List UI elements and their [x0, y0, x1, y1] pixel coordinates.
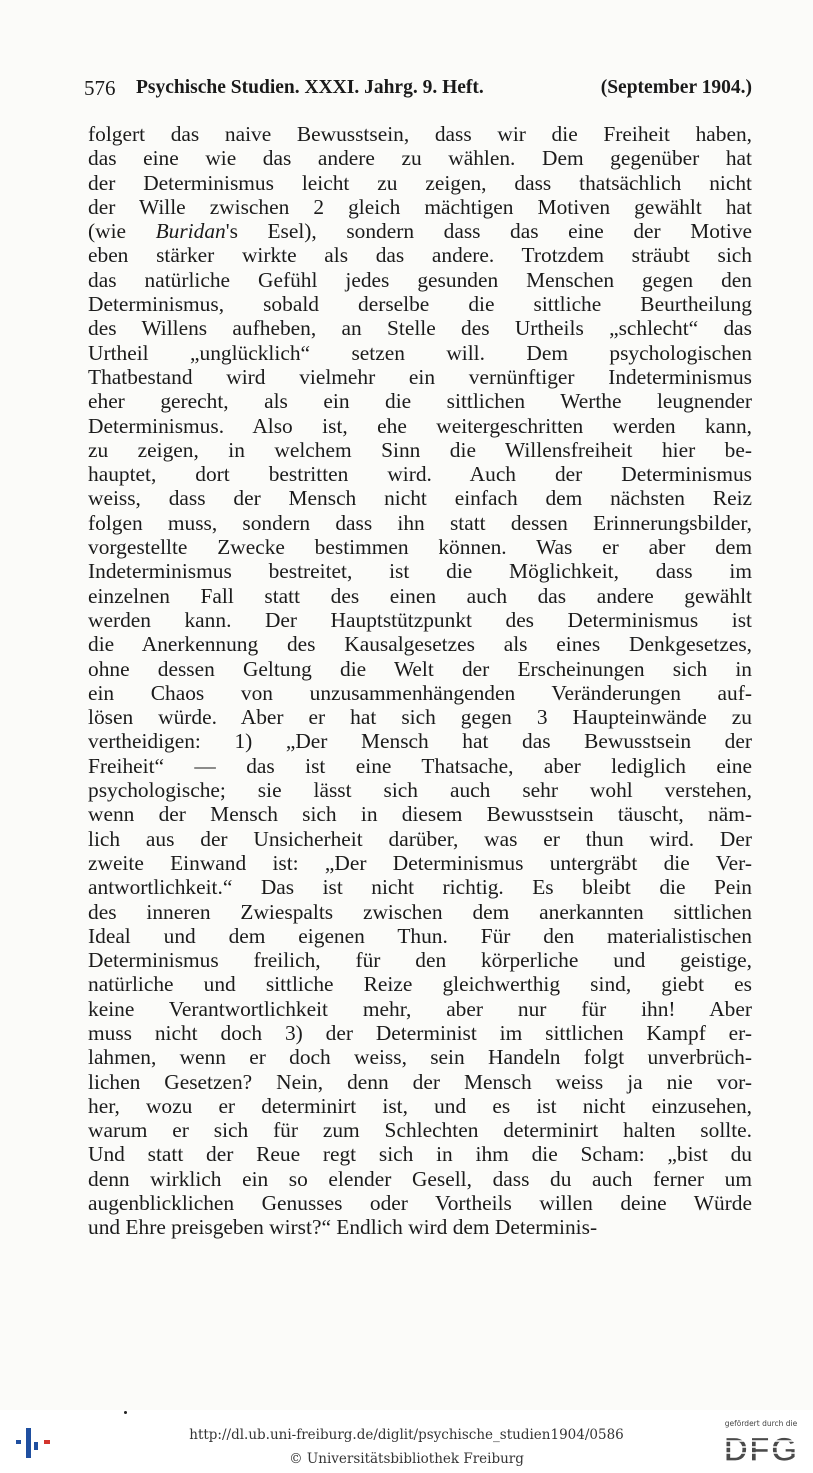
text-line: muss nicht doch 3) der Determinist im sittlichen Kampf er-	[88, 1020, 752, 1045]
text-line: werden kann. Der Hauptstützpunkt des Determinismus ist	[88, 607, 752, 632]
text-line: der Wille zwischen 2 gleich mächtigen Motiven gewählt hat	[88, 194, 752, 219]
text-line: natürliche und sittliche Reize gleichwerthig sind, giebt es	[88, 972, 752, 997]
dfg-logo-text: DFG	[723, 1431, 799, 1465]
text-line: und Ehre preisgeben wirst?“ Endlich wird dem Determinis-	[88, 1215, 598, 1240]
text-line: her, wozu er determinirt ist, und es ist nicht einzusehen,	[88, 1093, 752, 1118]
text-line: lich aus der Unsicherheit darüber, was er thun wird. Der	[88, 826, 752, 851]
text-line: Ideal und dem eigenen Thun. Für den materialistischen	[88, 923, 752, 948]
text-line: eben stärker wirkte als das andere. Trotzdem sträubt sich	[88, 243, 752, 268]
running-header	[84, 76, 752, 106]
text-line: des Willens aufheben, an Stelle des Urtheils „schlecht“ das	[88, 316, 752, 341]
text-line: augenblicklichen Genusses oder Vortheils willen deine Würde	[88, 1191, 752, 1216]
text-line: hauptet, dort bestritten wird. Auch der Determinismus	[88, 462, 752, 487]
text-line: ohne dessen Geltung die Welt der Erscheinungen sich in	[88, 656, 752, 681]
source-url-link[interactable]: http://dl.ub.uni-freiburg.de/diglit/psychische_studien1904/0586	[189, 1427, 624, 1443]
text-line: die Anerkennung des Kausalgesetzes als eines Denkgesetzes,	[88, 632, 752, 657]
text-line: (wie Buridan's Esel), sondern dass das eine der Motive	[88, 219, 752, 244]
text-line: das natürliche Gefühl jedes gesunden Menschen gegen den	[88, 267, 752, 292]
text-line: vertheidigen: 1) „Der Mensch hat das Bewusstsein der	[88, 729, 752, 754]
text-line: das eine wie das andere zu wählen. Dem gegenüber hat	[88, 146, 752, 171]
text-line: wenn der Mensch sich in diesem Bewusstsein täuscht, näm-	[88, 802, 752, 827]
dfg-funding-block[interactable]	[716, 1419, 806, 1467]
text-line: folgen muss, sondern dass ihn statt dessen Erinnerungsbilder,	[88, 510, 752, 535]
text-line: vorgestellte Zwecke bestimmen können. Was er aber dem	[88, 535, 752, 560]
text-line: denn wirklich ein so elender Gesell, dass du auch ferner um	[88, 1166, 752, 1191]
text-line: zu zeigen, in welchem Sinn die Willensfreiheit hier be-	[88, 437, 752, 462]
text-line: des inneren Zwiespalts zwischen dem anerkannten sittlichen	[88, 899, 752, 924]
dfg-logo-icon	[718, 1431, 804, 1465]
text-line: Indeterminismus bestreitet, ist die Möglichkeit, dass im	[88, 559, 752, 584]
text-line: Determinismus, sobald derselbe die sittliche Beurtheilung	[88, 292, 752, 317]
ub-logo-small-bar	[34, 1442, 38, 1450]
text-line: Urtheil „unglücklich“ setzen will. Dem psychologischen	[88, 340, 752, 365]
text-line: psychologische; sie lässt sich auch sehr wohl verstehen,	[88, 778, 752, 803]
text-line: Thatbestand wird vielmehr ein vernünftiger Indeterminismus	[88, 364, 752, 389]
body-text	[88, 122, 752, 1240]
text-line: weiss, dass der Mensch nicht einfach dem nächsten Reiz	[88, 486, 752, 511]
running-title: Psychische Studien. XXXI. Jahrg. 9. Heft.	[136, 77, 484, 98]
text-line: Freiheit“ — das ist eine Thatsache, aber lediglich eine	[88, 753, 752, 778]
text-line: warum er sich für zum Schlechten determinirt halten sollte.	[88, 1118, 752, 1143]
text-line: der Determinismus leicht zu zeigen, dass thatsächlich nicht	[88, 170, 752, 195]
text-line: Determinismus freilich, für den körperliche und geistige,	[88, 948, 752, 973]
text-line: folgert das naive Bewusstsein, dass wir die Freiheit haben,	[88, 122, 752, 146]
page-number: 576	[84, 76, 116, 100]
text-line: eher gerecht, als ein die sittlichen Werthe leugnender	[88, 389, 752, 414]
text-line: lahmen, wenn er doch weiss, sein Handeln folgt unverbrüch-	[88, 1045, 752, 1070]
text-line: Und statt der Reue regt sich in ihm die Scham: „bist du	[88, 1142, 752, 1167]
text-line: lösen würde. Aber er hat sich gegen 3 Haupteinwände zu	[88, 705, 752, 730]
text-line: Determinismus. Also ist, ehe weitergeschritten werden kann,	[88, 413, 752, 438]
text-line: antwortlichkeit.“ Das ist nicht richtig. Es bleibt die Pein	[88, 875, 752, 900]
text-line: zweite Einwand ist: „Der Determinismus untergräbt die Ver-	[88, 850, 752, 875]
text-line: einzelnen Fall statt des einen auch das andere gewählt	[88, 583, 752, 608]
copyright-notice: © Universitätsbibliothek Freiburg	[289, 1451, 524, 1467]
scan-artifact	[124, 1411, 127, 1414]
text-line: lichen Gesetzen? Nein, denn der Mensch weiss ja nie vor-	[88, 1069, 752, 1094]
text-line: keine Verantwortlichkeit mehr, aber nur für ihn! Aber	[88, 996, 752, 1021]
dfg-caption: gefördert durch die	[724, 1419, 798, 1428]
issue-date: (September 1904.)	[600, 77, 752, 98]
text-line: ein Chaos von unzusammenhängenden Veränderungen auf-	[88, 680, 752, 705]
